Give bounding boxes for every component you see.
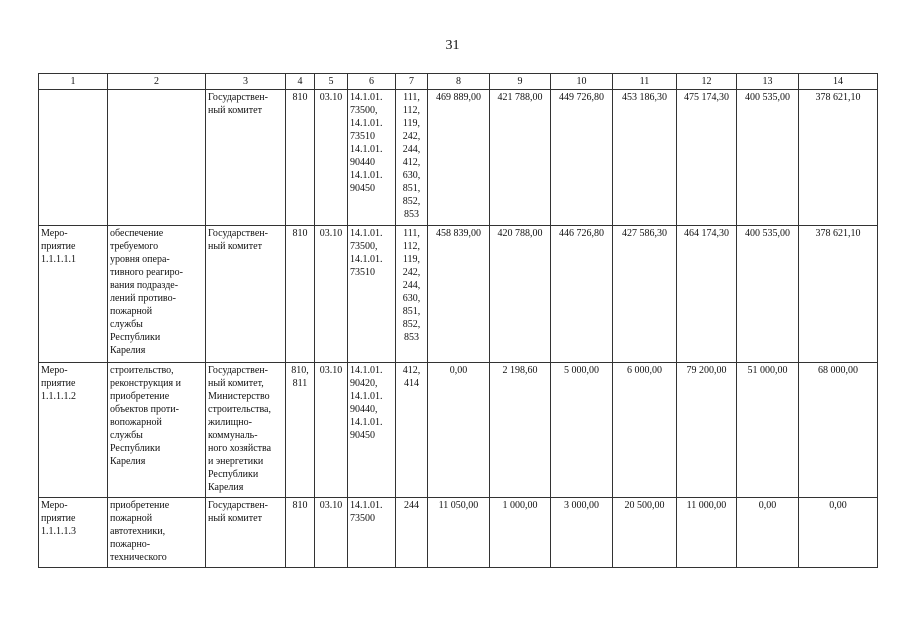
column-header-7: 7 — [396, 74, 428, 90]
expense-type-code: 412, 414 — [396, 363, 428, 498]
event-code: Меро- приятие 1.1.1.1.2 — [39, 363, 108, 498]
target-article-code: 14.1.01. 90420, 14.1.01. 90440, 14.1.01. 90450 — [348, 363, 396, 498]
event-code: Меро- приятие 1.1.1.1.3 — [39, 498, 108, 568]
column-header-12: 12 — [677, 74, 737, 90]
table-row — [39, 498, 878, 568]
amount-col-11: 6 000,00 — [613, 363, 677, 498]
amount-col-12: 464 174,30 — [677, 226, 737, 363]
section-code: 03.10 — [315, 90, 348, 226]
amount-col-12: 11 000,00 — [677, 498, 737, 568]
amount-col-8: 0,00 — [428, 363, 490, 498]
amount-col-8: 469 889,00 — [428, 90, 490, 226]
column-header-6: 6 — [348, 74, 396, 90]
column-header-8: 8 — [428, 74, 490, 90]
amount-col-11: 453 186,30 — [613, 90, 677, 226]
column-header-2: 2 — [108, 74, 206, 90]
amount-col-10: 3 000,00 — [551, 498, 613, 568]
amount-col-14: 378 621,10 — [799, 90, 878, 226]
amount-col-9: 2 198,60 — [490, 363, 551, 498]
amount-col-12: 475 174,30 — [677, 90, 737, 226]
event-name — [108, 90, 206, 226]
event-code — [39, 90, 108, 226]
table-row — [39, 90, 878, 226]
amount-col-13: 400 535,00 — [737, 90, 799, 226]
amount-col-11: 20 500,00 — [613, 498, 677, 568]
amount-col-14: 68 000,00 — [799, 363, 878, 498]
event-name: обеспечение требуемого уровня опера- тивного реагиро- вания подразде- лений противо- пожарной службы Республики Карелия — [108, 226, 206, 363]
responsible-executor: Государствен- ный комитет — [206, 498, 286, 568]
grbs-code: 810 — [286, 226, 315, 363]
expense-type-code: 244 — [396, 498, 428, 568]
amount-col-14: 0,00 — [799, 498, 878, 568]
section-code: 03.10 — [315, 498, 348, 568]
section-code: 03.10 — [315, 363, 348, 498]
amount-col-13: 51 000,00 — [737, 363, 799, 498]
header-row — [39, 74, 878, 90]
amount-col-11: 427 586,30 — [613, 226, 677, 363]
amount-col-13: 400 535,00 — [737, 226, 799, 363]
amount-col-10: 5 000,00 — [551, 363, 613, 498]
amount-col-13: 0,00 — [737, 498, 799, 568]
event-name: строительство, реконструкция и приобретение объектов проти- вопожарной службы Республики Карелия — [108, 363, 206, 498]
event-code: Меро- приятие 1.1.1.1.1 — [39, 226, 108, 363]
table-row — [39, 363, 878, 498]
amount-col-9: 420 788,00 — [490, 226, 551, 363]
amount-col-8: 458 839,00 — [428, 226, 490, 363]
responsible-executor: Государствен- ный комитет — [206, 226, 286, 363]
amount-col-9: 1 000,00 — [490, 498, 551, 568]
amount-col-14: 378 621,10 — [799, 226, 878, 363]
amount-col-10: 446 726,80 — [551, 226, 613, 363]
column-header-14: 14 — [799, 74, 878, 90]
grbs-code: 810 — [286, 90, 315, 226]
expense-type-code: 111, 112, 119, 242, 244, 630, 851, 852, 853 — [396, 226, 428, 363]
event-name: приобретение пожарной автотехники, пожарно- технического — [108, 498, 206, 568]
column-header-4: 4 — [286, 74, 315, 90]
target-article-code: 14.1.01. 73500 — [348, 498, 396, 568]
table-row — [39, 226, 878, 363]
responsible-executor: Государствен- ный комитет, Министерство строительства, жилищно- коммуналь- ного хозяйства и энергетики Республики Карелия — [206, 363, 286, 498]
amount-col-10: 449 726,80 — [551, 90, 613, 226]
column-header-9: 9 — [490, 74, 551, 90]
column-header-5: 5 — [315, 74, 348, 90]
column-header-3: 3 — [206, 74, 286, 90]
budget-table — [38, 73, 878, 568]
column-header-10: 10 — [551, 74, 613, 90]
grbs-code: 810 — [286, 498, 315, 568]
column-header-1: 1 — [39, 74, 108, 90]
amount-col-8: 11 050,00 — [428, 498, 490, 568]
section-code: 03.10 — [315, 226, 348, 363]
responsible-executor: Государствен- ный комитет — [206, 90, 286, 226]
expense-type-code: 111, 112, 119, 242, 244, 412, 630, 851, 852, 853 — [396, 90, 428, 226]
column-header-13: 13 — [737, 74, 799, 90]
target-article-code: 14.1.01. 73500, 14.1.01. 73510 14.1.01. 90440 14.1.01. 90450 — [348, 90, 396, 226]
target-article-code: 14.1.01. 73500, 14.1.01. 73510 — [348, 226, 396, 363]
amount-col-12: 79 200,00 — [677, 363, 737, 498]
amount-col-9: 421 788,00 — [490, 90, 551, 226]
column-header-11: 11 — [613, 74, 677, 90]
grbs-code: 810, 811 — [286, 363, 315, 498]
page-number: 31 — [445, 38, 460, 53]
